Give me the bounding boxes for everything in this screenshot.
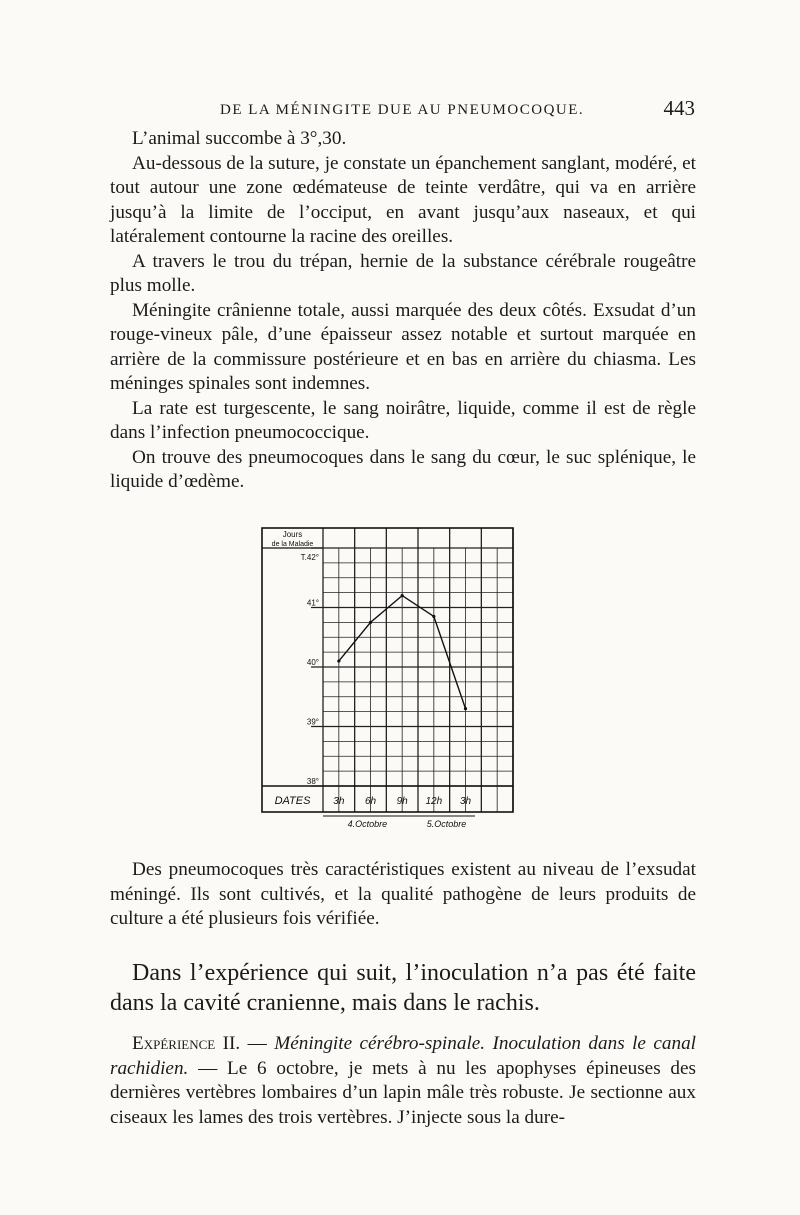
experiment-paragraph xyxy=(110,1032,696,1130)
subheading: Dans l’expérience qui suit, l’inoculation n’a pas été faite dans la cavité cranienne, mais dans le rachis. xyxy=(110,960,696,1016)
temp-axis-label: T.42° xyxy=(300,553,319,562)
temperature-point xyxy=(432,615,435,618)
y-tick-label: 38° xyxy=(306,777,319,786)
corner-label-jours: Jours xyxy=(282,530,303,539)
x-tick-label: 3h xyxy=(459,796,472,807)
paragraph: Des pneumocoques très caractéristiques existent au niveau de l’exsudat méningé. Ils sont cultivés, et la qualité pathogène de leurs produits de culture a été plusieurs fois vérifiée. xyxy=(110,859,696,929)
x-tick-label: 3h xyxy=(333,796,345,807)
paragraph: Méningite crânienne totale, aussi marquée des deux côtés. Exsudat d’un rouge-vineux pâle, d’une épaisseur assez notable et surtout marquée en arrière de la commissure postérieure et en bas en arrière du chiasma. Les méninges spinales sont indemnes. xyxy=(110,299,696,394)
dates-row-label: DATES xyxy=(274,795,311,807)
y-tick-label: 39° xyxy=(306,717,319,727)
temperature-chart xyxy=(255,522,517,832)
paragraph: La rate est turgescente, le sang noirâtre, liquide, comme il est de règle dans l’infection pneumococcique. xyxy=(110,397,696,443)
temperature-point xyxy=(401,594,404,597)
paragraph: On trouve des pneumocoques dans le sang du cœur, le suc splénique, le liquide d’œdème. xyxy=(110,446,696,492)
running-title: DE LA MÉNINGITE DUE AU PNEUMOCOQUE. xyxy=(220,102,585,118)
paragraph: L’animal succombe à 3°,30. xyxy=(132,128,347,149)
date-label: 4.Octobre xyxy=(347,819,388,829)
corner-label-maladie: de la Maladie xyxy=(271,541,314,548)
experiment-title: Méningite cérébro-spinale. Inoculation dans le canal rachidien. xyxy=(110,1033,697,1079)
x-tick-label: 12h xyxy=(425,796,443,807)
y-tick-label: 40° xyxy=(306,658,319,667)
experiment-dash: — xyxy=(240,1033,275,1054)
temperature-point xyxy=(464,707,467,710)
experiment-label: Expérience II. xyxy=(132,1033,241,1054)
experiment-body: — Le 6 octobre, je mets à nu les apophyses épineuses des dernières vertèbres lombaires d’un lapin mâle très robuste. Je sectionne aux ciseaux les lames des trois vertèbres. J’injecte sous la dure- xyxy=(110,1057,696,1128)
chart-frame xyxy=(262,528,513,812)
experiment-block xyxy=(110,1032,696,1130)
running-header xyxy=(110,96,695,124)
y-tick-label: 41° xyxy=(306,598,319,608)
body-text-top xyxy=(110,127,696,495)
temperature-point xyxy=(369,621,372,624)
page-number: 443 xyxy=(663,96,695,120)
paragraph: Au-dessous de la suture, je constate un épanchement sanglant, modéré, et tout autour une zone œdémateuse de teinte verdâtre, qui va en arrière jusqu’à la limite de l’occiput, en avant jusqu’aux naseaux, et qui latéralement contourne la racine des oreilles. xyxy=(110,152,696,247)
date-label: 5.Octobre xyxy=(426,819,467,829)
body-text-bottom xyxy=(110,858,696,932)
paragraph: A travers le trou du trépan, hernie de la substance cérébrale rougeâtre plus molle. xyxy=(110,250,696,296)
subheading-block xyxy=(110,958,696,1018)
temperature-point xyxy=(337,659,340,662)
x-tick-label: 9h xyxy=(396,796,408,807)
x-tick-label: 6h xyxy=(364,796,377,807)
